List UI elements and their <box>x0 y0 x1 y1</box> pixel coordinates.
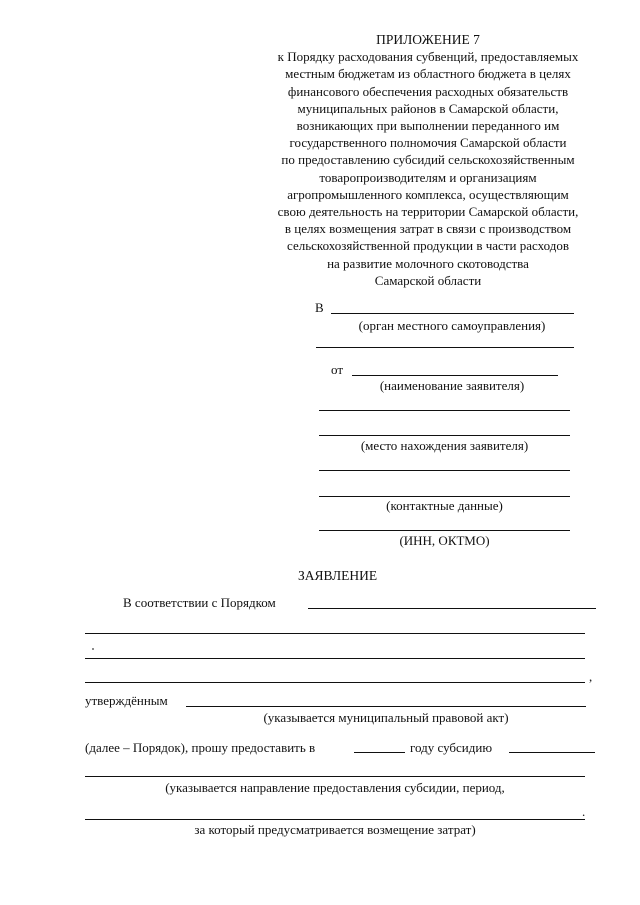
appendix-line: финансового обеспечения расходных обязательств <box>287 83 569 99</box>
direction-field[interactable] <box>85 776 585 777</box>
procedure-field-3[interactable] <box>85 658 585 659</box>
appendix-line: возникающих при выполнении переданного им <box>296 118 560 134</box>
appendix-block <box>248 31 608 289</box>
appendix-line: сельскохозяйственной продукции в части расходов <box>287 238 569 254</box>
appendix-line: товаропроизводителям и организациям <box>319 169 537 185</box>
compensation-caption: за который предусматривается возмещение затрат) <box>194 822 476 837</box>
scan-dot <box>92 648 94 650</box>
contacts-caption: (контактные данные) <box>386 498 503 513</box>
request-text-2: году субсидию <box>410 740 493 755</box>
appendix-line: свою деятельность на территории Самарской области, <box>277 204 579 220</box>
appendix-line: государственного полномочия Самарской области <box>289 135 567 151</box>
contacts-field[interactable] <box>319 496 570 497</box>
location-caption: (место нахождения заявителя) <box>360 438 529 453</box>
legal-act-caption: (указывается муниципальный правовой акт) <box>263 710 509 725</box>
to-prefix: В <box>315 300 324 315</box>
location-field[interactable] <box>319 435 570 436</box>
period-field[interactable] <box>85 819 585 820</box>
location-field-extra[interactable] <box>319 470 570 471</box>
procedure-field-2[interactable] <box>85 633 585 634</box>
tax-caption: (ИНН, ОКТМО) <box>399 533 490 548</box>
applicant-field[interactable] <box>352 375 558 376</box>
comma-mark: , <box>589 669 593 684</box>
appendix-line: по предоставлению субсидий сельскохозяйственным <box>281 152 575 168</box>
appendix-line: агропромышленного комплекса, осуществляющим <box>287 186 569 202</box>
authority-field[interactable] <box>331 313 574 314</box>
appendix-title: ПРИЛОЖЕНИЕ 7 <box>376 32 480 47</box>
applicant-caption: (наименование заявителя) <box>379 378 525 393</box>
statement-heading: ЗАЯВЛЕНИЕ <box>298 568 378 583</box>
direction-caption: (указывается направление предоставления субсидии, период, <box>165 780 505 795</box>
procedure-field-4[interactable] <box>85 682 585 683</box>
period-dot: . <box>582 804 586 819</box>
request-text: (далее – Порядок), прошу предоставить в <box>85 740 316 755</box>
subsidy-field[interactable] <box>509 752 595 753</box>
intro-text: В соответствии с Порядком <box>123 595 276 610</box>
approved-label: утверждённым <box>85 693 168 708</box>
appendix-line: Самарской области <box>374 272 482 288</box>
authority-caption: (орган местного самоуправления) <box>358 318 546 333</box>
year-field[interactable] <box>354 752 405 753</box>
legal-act-field[interactable] <box>186 706 586 707</box>
appendix-line: на развитие молочного скотоводства <box>327 255 529 271</box>
tax-field[interactable] <box>319 530 570 531</box>
applicant-field-extra[interactable] <box>319 410 570 411</box>
appendix-line: к Порядку расходования субвенций, предоставляемых <box>277 49 579 65</box>
procedure-field[interactable] <box>308 608 596 609</box>
authority-field-extra[interactable] <box>316 347 574 348</box>
appendix-line: местным бюджетам из областного бюджета в целях <box>285 66 571 82</box>
appendix-line: в целях возмещения затрат в связи с производством <box>284 221 572 237</box>
from-prefix: от <box>331 362 344 377</box>
appendix-line: муниципальных районов в Самарской области, <box>297 100 559 116</box>
